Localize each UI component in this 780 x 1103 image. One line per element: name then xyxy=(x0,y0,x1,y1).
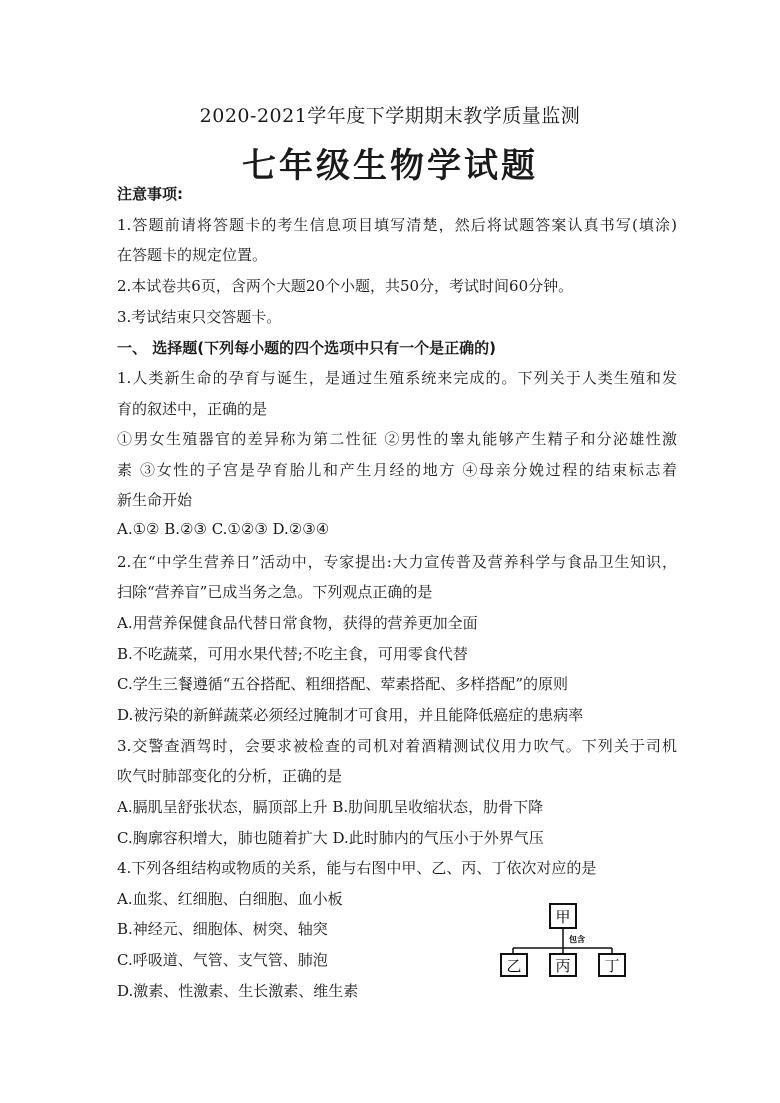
q1-options: A.①② B.②③ C.①②③ D.②③④ xyxy=(117,520,330,538)
q4-diagram xyxy=(498,902,648,982)
q1-statement-line-2: 素 ③女性的子宫是孕育胎儿和产生月经的地方 ④母亲分娩过程的结束标志着 xyxy=(117,461,677,479)
diagram-label-ding: 丁 xyxy=(604,957,620,975)
note-1-line-2: 在答题卡的规定位置。 xyxy=(117,246,268,264)
q2-option-c: C.学生三餐遵循“五谷搭配、粗细搭配、荤素搭配、多样搭配”的原则 xyxy=(117,675,569,693)
q2-stem-line-1: 2.在“中学生营养日”活动中，专家提出:大力宣传普及营养科学与食品卫生知识， xyxy=(117,553,677,571)
q3-stem-line-1: 3.交警查酒驾时，会要求被检查的司机对着酒精测试仪用力吹气。下列关于司机 xyxy=(117,737,677,755)
note-1-line-1: 1.答题前请将答题卡的考生信息项目填写清楚，然后将试题答案认真书写(填涂) xyxy=(117,216,677,234)
note-3: 3.考试结束只交答题卡。 xyxy=(117,308,282,326)
q4-option-a: A.血浆、红细胞、白细胞、血小板 xyxy=(117,890,343,908)
diagram-label-jia: 甲 xyxy=(555,908,571,926)
exam-subtitle: 2020-2021学年度下学期期末教学质量监测 xyxy=(199,105,581,127)
q4-option-b: B.神经元、细胞体、树突、轴突 xyxy=(117,920,328,938)
q2-option-d: D.被污染的新鲜蔬菜必须经过腌制才可食用，并且能降低癌症的患病率 xyxy=(117,706,584,724)
q1-stem-line-2: 育的叙述中，正确的是 xyxy=(117,400,268,418)
notes-heading: 注意事项: xyxy=(117,185,183,203)
q4-option-d: D.激素、性激素、生长激素、维生素 xyxy=(117,982,359,1000)
q3-stem-line-2: 吹气时肺部变化的分析，正确的是 xyxy=(117,767,343,785)
exam-title: 七年级生物学试题 xyxy=(242,146,538,186)
q4-option-c: C.呼吸道、气管、支气管、肺泡 xyxy=(117,951,328,969)
q4-stem: 4.下列各组结构或物质的关系，能与右图中甲、乙、丙、丁依次对应的是 xyxy=(117,859,597,877)
q3-options-ab: A.膈肌呈舒张状态，膈顶部上升 B.肋间肌呈收缩状态，肋骨下降 xyxy=(117,798,544,816)
section-1-heading: 一、 选择题(下列每小题的四个选项中只有一个是正确的) xyxy=(117,339,496,357)
q2-option-b: B.不吃蔬菜，可用水果代替;不吃主食，可用零食代替 xyxy=(117,645,468,663)
q3-options-cd: C.胸廓容积增大，肺也随着扩大 D.此时肺内的气压小于外界气压 xyxy=(117,829,544,847)
q1-stem-line-1: 1.人类新生命的孕育与诞生，是通过生殖系统来完成的。下列关于人类生殖和发 xyxy=(117,369,677,387)
q1-statement-line-3: 新生命开始 xyxy=(117,491,193,509)
q1-statement-line-1: ①男女生殖器官的差异称为第二性征 ②男性的睾丸能够产生精子和分泌雄性激 xyxy=(117,430,677,448)
q2-stem-line-2: 扫除“营养盲”已成当务之急。下列观点正确的是 xyxy=(117,583,433,601)
diagram-label-bing: 丙 xyxy=(555,957,571,975)
diagram-label-yi: 乙 xyxy=(506,957,522,975)
note-2: 2.本试卷共6页，含两个大题20个小题，共50分，考试时间60分钟。 xyxy=(117,277,574,295)
diagram-relation-label: 包含 xyxy=(569,935,585,944)
q2-option-a: A.用营养保健食品代替日常食物，获得的营养更加全面 xyxy=(117,614,478,632)
